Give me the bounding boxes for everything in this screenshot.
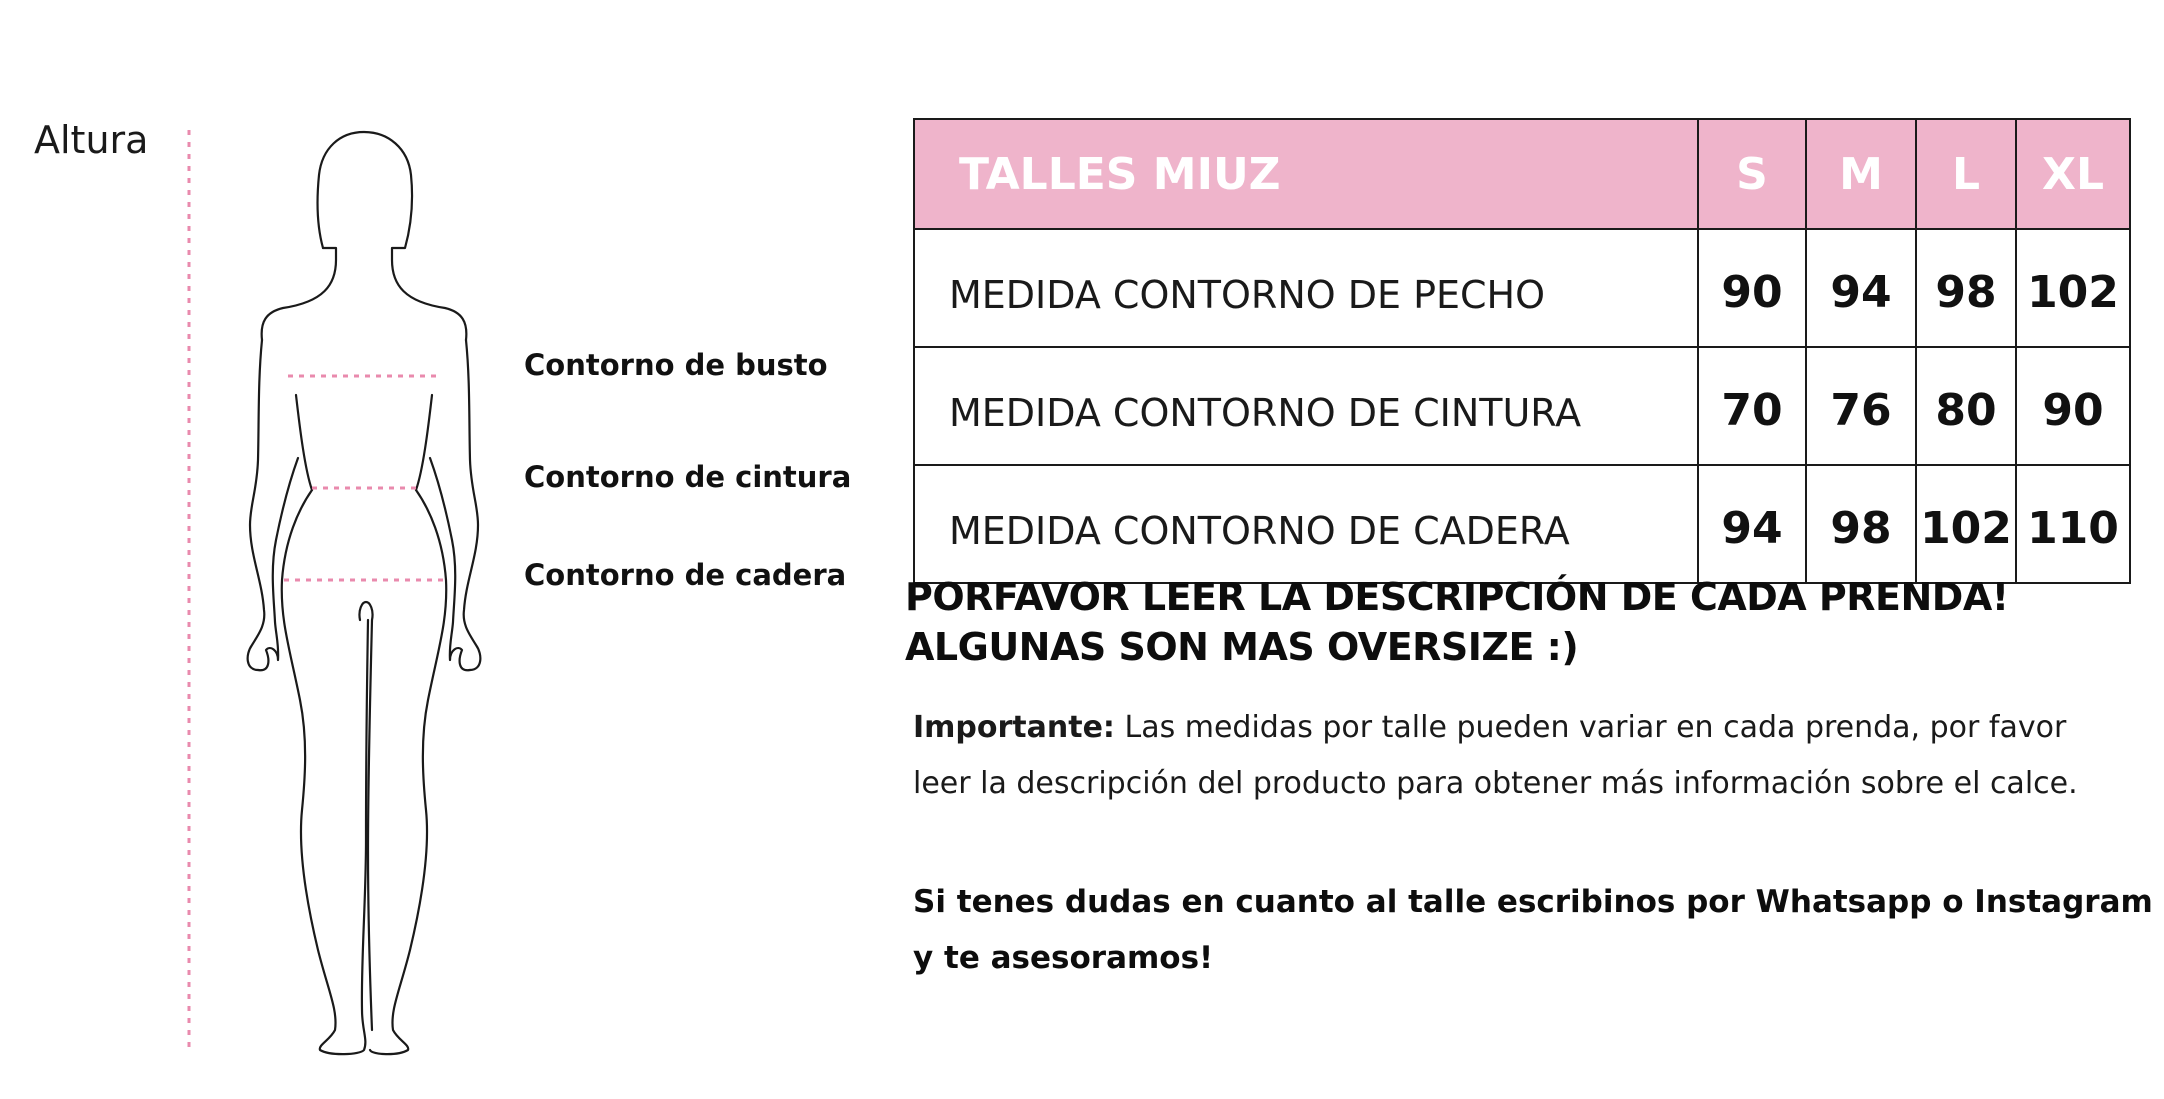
cell-value: 94: [1806, 229, 1916, 347]
important-paragraph: [913, 700, 2133, 812]
oversize-notice: [905, 572, 2135, 672]
size-header-xl: XL: [2016, 119, 2130, 229]
size-header-l: L: [1916, 119, 2016, 229]
bust-label: Contorno de busto: [524, 348, 828, 382]
cell-value: 80: [1916, 347, 2016, 465]
body-outline: [248, 132, 481, 1054]
contact-paragraph: Si tenes dudas en cuanto al talle escribinos por Whatsapp o Instagram y te asesoramos!: [913, 884, 2153, 976]
cell-value: 102: [1916, 465, 2016, 583]
cell-value: 98: [1916, 229, 2016, 347]
notice-line-2: ALGUNAS SON MAS OVERSIZE :): [905, 625, 1579, 669]
cell-value: 90: [1698, 229, 1806, 347]
table-row: [914, 465, 2130, 583]
cell-value: 70: [1698, 347, 1806, 465]
row-label-cadera: MEDIDA CONTORNO DE CADERA: [914, 465, 1698, 583]
table-row: [914, 347, 2130, 465]
notice-line-1: PORFAVOR LEER LA DESCRIPCIÓN DE CADA PRENDA!: [905, 575, 2009, 619]
size-header-s: S: [1698, 119, 1806, 229]
size-header-m: M: [1806, 119, 1916, 229]
important-lead: Importante:: [913, 710, 1115, 745]
row-label-cintura: MEDIDA CONTORNO DE CINTURA: [914, 347, 1698, 465]
cell-value: 102: [2016, 229, 2130, 347]
cell-value: 76: [1806, 347, 1916, 465]
waist-label: Contorno de cintura: [524, 460, 852, 494]
cell-value: 98: [1806, 465, 1916, 583]
table-header-row: [914, 119, 2130, 229]
important-text: Las medidas por talle pueden variar en cada prenda, por favor leer la descripción del producto para obtener más información sobre el calce.: [913, 710, 2078, 801]
table-title: TALLES MIUZ: [914, 119, 1698, 229]
cell-value: 110: [2016, 465, 2130, 583]
body-silhouette-figure: [0, 0, 900, 1099]
hip-label: Contorno de cadera: [524, 558, 847, 592]
cell-value: 94: [1698, 465, 1806, 583]
size-chart-table: [913, 118, 2131, 584]
row-label-pecho: MEDIDA CONTORNO DE PECHO: [914, 229, 1698, 347]
table-row: [914, 229, 2130, 347]
cell-value: 90: [2016, 347, 2130, 465]
height-label: Altura: [34, 118, 149, 162]
